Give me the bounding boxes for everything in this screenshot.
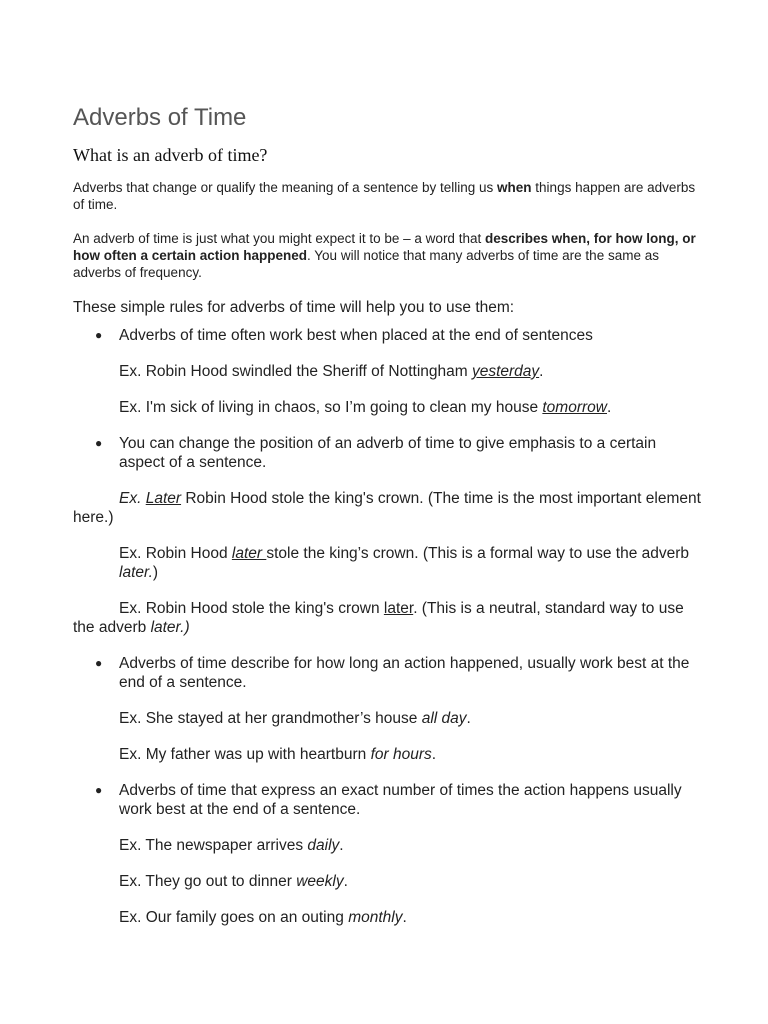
text-span: . [431,746,437,763]
example-line [73,362,703,381]
example-line [73,599,703,637]
text-span: Ex. [119,490,146,507]
text-span: Ex. I'm sick of living in chaos, so I’m going to clean my house [119,399,543,416]
adverb-word: yesterday [471,363,540,380]
text-span: stole the king’s crown. (This is a formal way to use the adverb [266,545,690,562]
rule-text: Adverbs of time often work best when placed at the end of sentences [119,327,593,344]
example-line [73,398,703,417]
adverb-word: monthly [348,909,403,926]
adverb-word: later. [119,564,153,581]
text-span: An adverb of time is just what you might expect it to be – a word that [73,231,485,246]
example-line [73,709,703,728]
document-page [73,103,703,927]
adverb-word: later [231,545,267,562]
bold-text: describes when, for how long, or how often a certain action happened [73,231,696,263]
adverb-word: weekly [296,873,344,890]
text-span: Ex. Robin Hood [119,545,232,562]
definition-paragraph [73,179,703,213]
rule-item [73,654,703,692]
rule-item [73,781,703,819]
rule-text: Adverbs of time that express an exact number of times the action happens usually work best at the end of a sentence. [119,782,682,818]
text-span: ) [152,564,159,581]
adverb-word: daily [307,837,340,854]
text-span: Ex. She stayed at her grandmother’s house [119,710,422,727]
text-span: Ex. The newspaper arrives [119,837,308,854]
adverb-word: later.) [150,619,190,636]
bold-text: when [497,180,532,195]
text-span: Ex. My father was up with heartburn [119,746,371,763]
text-span: . [466,710,471,727]
text-span: things happen are adverbs of time. [73,180,696,212]
example-line [73,489,703,527]
rule-item [73,434,703,472]
rules-intro: These simple rules for adverbs of time will help you to use them: [73,299,515,316]
text-span: Adverbs that change or qualify the meaning of a sentence by telling us [73,180,498,195]
example-line [73,836,703,855]
text-span: Ex. They go out to dinner [119,873,297,890]
example-line [73,544,703,582]
adverb-word: tomorrow [542,399,607,416]
text-span: Robin Hood stole the king's crown. (The time is the most important element here.) [73,490,701,526]
explanation-paragraph [73,230,703,281]
text-span: . You will notice that many adverbs of time are the same as adverbs of frequency. [73,248,659,280]
example-line [73,745,703,764]
adverb-word: Later [145,490,182,507]
rule-text: Adverbs of time describe for how long an action happened, usually work best at the end of a sentence. [119,655,690,691]
example-line [73,908,703,927]
text-span: Ex. Robin Hood swindled the Sheriff of Nottingham [119,363,472,380]
adverb-word: all day [421,710,467,727]
text-span: . (This is a neutral, standard way to use the adverb [73,600,684,636]
text-span: Ex. Robin Hood stole the king's crown [119,600,384,617]
text-span: . [606,399,612,416]
bullet-dot-icon: ● [95,783,103,797]
rule-item [73,326,703,345]
adverb-word: for hours [370,746,432,763]
bullet-dot-icon: ● [95,328,103,342]
adverb-word: later [383,600,414,617]
bullet-dot-icon: ● [95,656,103,670]
text-span: . [539,363,544,380]
text-span: . [343,873,348,890]
bullet-dot-icon: ● [95,436,103,450]
text-span: Ex. Our family goes on an outing [119,909,349,926]
rule-text: You can change the position of an adverb of time to give emphasis to a certain aspect of a sentence. [119,435,657,471]
text-span: . [402,909,407,926]
text-span: . [339,837,344,854]
section-heading: What is an adverb of time? [73,145,268,165]
example-line [73,872,703,891]
page-title: Adverbs of Time [73,104,247,131]
